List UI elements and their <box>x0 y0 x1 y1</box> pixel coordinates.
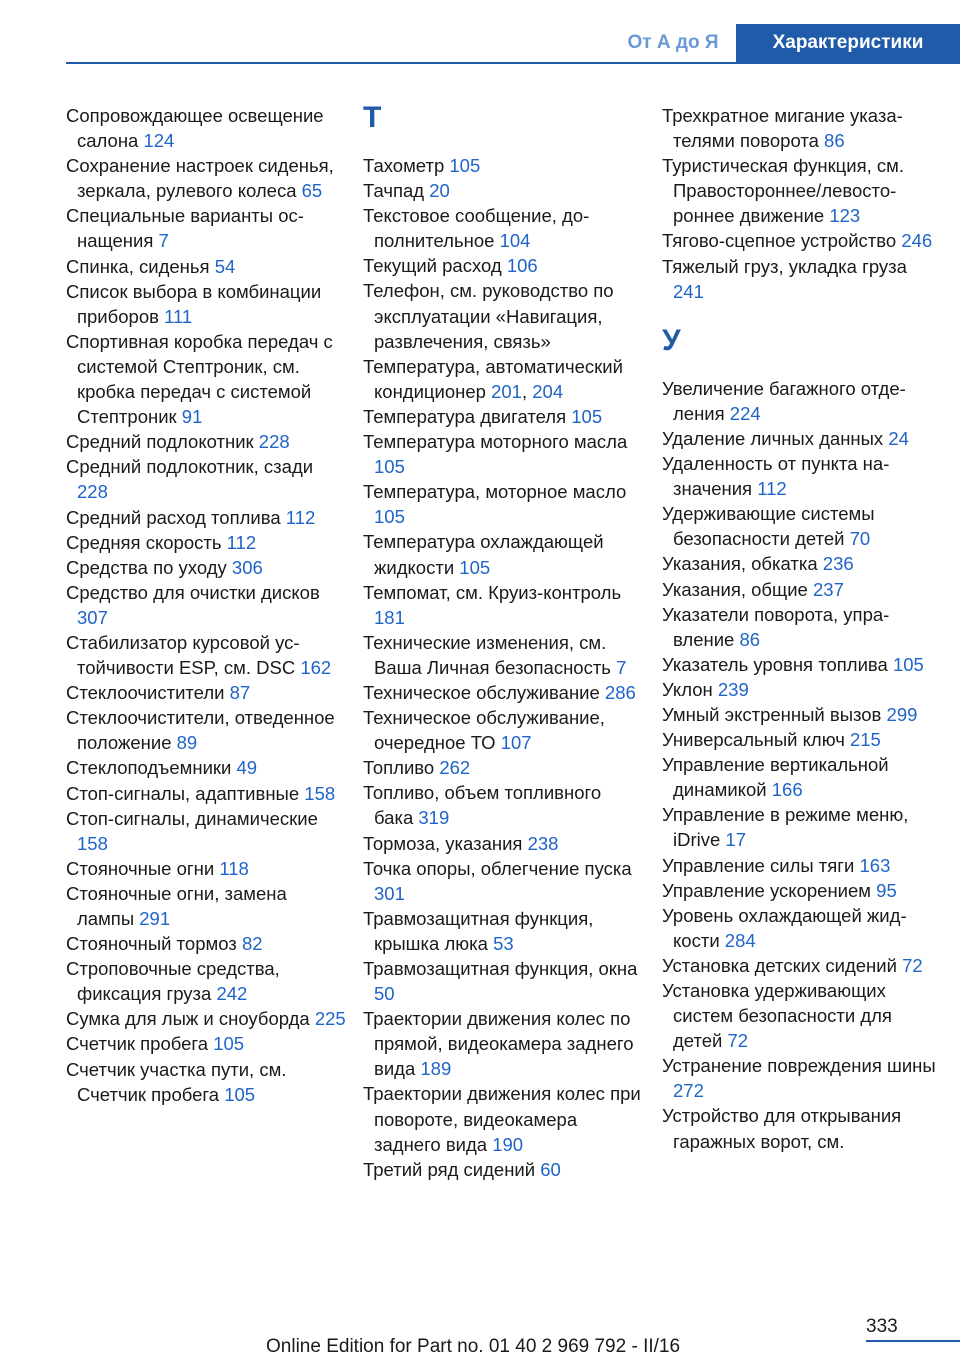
index-entry-text: Стоп-сигналы, динамические <box>66 807 318 829</box>
index-entry-text: Спинка, сиденья <box>66 255 210 277</box>
page-reference-link[interactable]: 86 <box>739 628 761 650</box>
index-entry <box>66 279 346 329</box>
index-entry-text: Средний подлокотник, сзади <box>66 456 314 478</box>
index-entry-text: Техническое обслуживание <box>363 681 600 703</box>
index-entry <box>66 806 346 856</box>
index-entry <box>363 253 645 278</box>
page-reference-link[interactable]: 91 <box>181 406 203 428</box>
index-entry <box>662 953 942 978</box>
index-entry-text: Средний расход топлива <box>66 506 281 528</box>
index-entry-text: Сумка для лыж и сноуборда <box>66 1008 310 1030</box>
page-reference-link[interactable]: 105 <box>374 456 405 478</box>
page-reference-link[interactable]: 70 <box>849 528 871 550</box>
index-entry <box>66 755 346 780</box>
index-entry <box>662 103 942 153</box>
index-entry-text: Топливо <box>363 757 435 779</box>
page-reference-link[interactable]: 158 <box>77 832 108 854</box>
index-entry-text: Телефон, см. руководство по эксплуатации «Навигация, развлечения, связь» <box>363 280 614 352</box>
index-entry <box>66 630 346 680</box>
index-entry <box>662 153 942 228</box>
index-entry <box>363 153 645 178</box>
index-entry <box>66 429 346 454</box>
index-entry-text: Уровень охлаждающей жидкости <box>662 904 907 951</box>
page-reference-link[interactable]: 49 <box>236 757 258 779</box>
index-entry: Температура, автоматический кондиционер 201, 204 <box>363 355 623 402</box>
index-entry-text: Технические изменения, см. Ваша Личная безопасность <box>363 631 611 678</box>
index-column-1 <box>66 103 346 1107</box>
index-entry-text: Температура, автоматический кондиционер <box>363 355 623 402</box>
page-reference-link[interactable]: 95 <box>876 879 897 901</box>
page-reference-link[interactable]: 286 <box>604 681 636 703</box>
index-column-3 <box>662 103 942 1154</box>
index-entry-text: Спортивная коробка передач с системой Стептроник, см. кробка передач с системой Стептроник <box>66 330 333 428</box>
index-entry-text: Тягово-сцепное устройство <box>662 230 897 252</box>
page-reference-link[interactable]: 190 <box>492 1133 524 1155</box>
index-entry <box>66 530 346 555</box>
index-entry <box>363 580 645 630</box>
index-entry <box>66 329 346 429</box>
page-reference-link[interactable]: 204 <box>532 380 564 402</box>
index-entry <box>363 680 645 705</box>
index-entry-text: Траектории движения колес при повороте, видеокамера заднего вида <box>363 1083 641 1155</box>
index-entry-text: Стояночные огни <box>66 857 215 879</box>
index-entry <box>662 878 942 903</box>
index-entry <box>363 1006 645 1081</box>
index-entry-text: Трехкратное мигание указателями поворота <box>662 105 903 152</box>
index-entry <box>662 577 942 602</box>
index-entry <box>66 203 346 253</box>
page-reference-link[interactable]: 105 <box>213 1033 245 1055</box>
page-reference-link[interactable]: 104 <box>499 230 531 252</box>
page-reference-link[interactable]: 65 <box>301 180 323 202</box>
index-entry <box>662 652 942 677</box>
index-entry <box>363 705 645 755</box>
index-entry <box>66 680 346 705</box>
index-entry <box>662 228 942 253</box>
index-entry-text: Стеклоподъемники <box>66 757 232 779</box>
index-entry <box>363 203 645 253</box>
index-entry <box>66 153 346 203</box>
index-entry-text: Текстовое сообщение, дополнительное <box>363 205 590 252</box>
page-reference-link[interactable]: 124 <box>143 130 175 152</box>
index-entry-text: Травмозащитная функция, окна <box>363 958 638 979</box>
index-entry <box>363 404 645 429</box>
page-reference-link[interactable]: 112 <box>757 478 787 500</box>
page-reference-link[interactable]: 105 <box>892 653 924 675</box>
page-reference-link[interactable]: 17 <box>725 829 746 851</box>
index-entry <box>363 1081 645 1156</box>
page-reference-link[interactable]: 224 <box>729 402 761 424</box>
index-entry-text: Строповочные средства, фиксация груза <box>66 958 280 1005</box>
index-entry <box>662 551 942 576</box>
index-entry-text: Специальные варианты оснащения <box>66 205 304 252</box>
edition-note: Online Edition for Part no. 01 40 2 969 792 - II/16 <box>266 1336 681 1357</box>
index-entry-text: Тачпад <box>363 180 425 202</box>
index-entry-text: Уклон <box>662 678 713 700</box>
index-entry <box>662 702 942 727</box>
index-entry <box>363 906 645 956</box>
page-reference-link[interactable]: 201 <box>491 380 522 402</box>
index-letter-heading: У <box>662 323 681 357</box>
index-entry <box>363 856 645 906</box>
page-reference-link[interactable]: 107 <box>500 732 532 754</box>
page-reference-link[interactable]: 24 <box>888 427 909 449</box>
page-reference-link[interactable]: 20 <box>429 180 450 202</box>
index-entry <box>66 1057 346 1107</box>
page-reference-link[interactable]: 166 <box>771 779 803 801</box>
page-reference-link[interactable]: 112 <box>285 506 316 528</box>
page-reference-link[interactable]: 89 <box>176 732 198 754</box>
page-reference-link[interactable]: 105 <box>374 506 405 528</box>
index-entry <box>662 802 942 852</box>
index-entry <box>363 529 645 579</box>
index-entry <box>662 727 942 752</box>
index-entry-text: Стояночный тормоз <box>66 933 237 955</box>
index-entry <box>66 254 346 279</box>
index-entry-text: Техническое обслуживание, очередное ТО <box>363 707 605 754</box>
index-entry <box>363 1157 645 1182</box>
index-entry-text: Установка удерживающих систем безопасности для детей <box>662 980 892 1052</box>
index-entry <box>66 580 346 630</box>
index-entry-text: Удаление личных данных <box>662 427 884 449</box>
page-reference-link[interactable]: 215 <box>849 729 881 751</box>
index-entry-text: Счетчик пробега <box>66 1033 209 1055</box>
page-reference-link[interactable]: 236 <box>822 553 854 575</box>
page-reference-link[interactable]: 262 <box>439 757 471 779</box>
page-reference-link[interactable]: 86 <box>824 130 845 152</box>
index-entry <box>662 376 942 426</box>
index-entry-text: Тормоза, указания <box>363 832 523 854</box>
index-entry-text: Темпомат, см. Круиз-контроль <box>363 581 622 603</box>
index-entry <box>662 1103 942 1153</box>
footer-divider <box>866 1340 960 1342</box>
index-column-2 <box>363 103 645 1182</box>
page-reference-link[interactable]: 291 <box>139 908 171 929</box>
index-entry-text: Устранение повреждения шины <box>662 1055 936 1077</box>
index-entry-text: Сохранение настроек сиденья, зеркала, рулевого колеса <box>66 155 334 202</box>
page-reference-link[interactable]: 301 <box>374 882 405 904</box>
index-entry <box>363 479 645 529</box>
page-reference-link[interactable]: 158 <box>304 782 336 804</box>
index-entry <box>66 856 346 881</box>
page-reference-link[interactable]: 72 <box>902 954 923 976</box>
index-entry <box>66 881 346 931</box>
index-entry-text: Удерживающие системы безопасности детей <box>662 503 875 550</box>
index-entry-text: Средство для очистки дисков <box>66 581 320 603</box>
index-entry-text: Увеличение багажного отделения <box>662 377 906 424</box>
index-entry-text: Указатели поворота, управление <box>662 603 890 650</box>
page-reference-link[interactable]: 7 <box>616 656 627 678</box>
index-entry-text: Удаленность от пункта назначения <box>662 453 890 500</box>
page-reference-link[interactable]: 246 <box>901 230 933 252</box>
index-entry <box>662 426 942 451</box>
index-entry-text: Траектории движения колес по прямой, видеокамера заднего вида <box>363 1008 634 1080</box>
page-reference-link[interactable]: 54 <box>214 255 236 277</box>
page-reference-link[interactable]: 106 <box>506 255 538 277</box>
page-reference-link[interactable]: 307 <box>77 606 108 628</box>
index-entry-text: Стоп-сигналы, адаптивные <box>66 782 300 804</box>
index-entry <box>66 505 346 530</box>
index-entry-text: Управление ускорением <box>662 879 872 901</box>
index-entry-text: Тяжелый груз, укладка груза <box>662 255 907 277</box>
index-entry-text: Управление в режиме меню, iDrive <box>662 804 909 851</box>
index-entry-text: Умный экстренный вызов <box>662 703 882 725</box>
page-reference-link[interactable]: 306 <box>231 556 263 578</box>
page-reference-link[interactable]: 237 <box>813 578 844 600</box>
index-entry-text: Средний подлокотник <box>66 431 254 453</box>
index-entry-text: Температура охлаждающей жидкости <box>363 531 604 578</box>
page-reference-link[interactable]: 189 <box>420 1058 452 1080</box>
index-entry <box>66 1006 346 1031</box>
index-entry-text: Управление силы тяги <box>662 854 855 876</box>
index-entry-text: Счетчик участка пути, см. Счетчик пробега <box>66 1058 287 1105</box>
index-entry <box>662 677 942 702</box>
index-entry-text: Средняя скорость <box>66 531 222 553</box>
index-entry <box>66 931 346 956</box>
index-entry-text: Средства по уходу <box>66 556 227 578</box>
index-entry-text: Третий ряд сидений <box>363 1158 536 1180</box>
index-entry-text: Список выбора в комбинации приборов <box>66 280 322 327</box>
page-reference-link[interactable]: 299 <box>886 703 918 725</box>
page-reference-link[interactable]: 60 <box>540 1158 561 1180</box>
index-entry <box>363 755 645 780</box>
index-entry <box>662 1053 942 1103</box>
index-entry <box>363 831 645 856</box>
index-entry-text: Указания, обкатка <box>662 553 818 575</box>
page-reference-link[interactable]: 239 <box>717 678 749 700</box>
page-reference-link[interactable]: 72 <box>727 1030 749 1052</box>
index-entry-text: Стабилизатор курсовой устойчивости ESP, см. DSC <box>66 631 300 679</box>
index-entry-text: Точка опоры, облегчение пуска <box>363 857 632 879</box>
index-entry <box>363 429 645 479</box>
index-entry-text: Стояночные огни, замена лампы <box>66 882 287 929</box>
page-reference-link[interactable]: 228 <box>77 481 108 503</box>
index-entry <box>662 602 942 652</box>
index-entry-text: Устройство для открывания гаражных ворот, см. <box>662 1105 902 1152</box>
page-reference-link[interactable]: 238 <box>527 832 559 854</box>
page-number: 333 <box>866 1316 898 1337</box>
index-entry <box>363 630 645 680</box>
page-reference-link[interactable]: 50 <box>374 983 395 1005</box>
index-entry-text: Температура двигателя <box>363 405 567 427</box>
index-entry <box>66 555 346 580</box>
index-entry-text: Текущий расход <box>363 255 502 277</box>
page-reference-link[interactable]: 163 <box>859 854 891 876</box>
page-reference-link[interactable]: 228 <box>258 431 290 453</box>
page-reference-link[interactable]: 319 <box>418 807 450 829</box>
page-reference-link[interactable]: 242 <box>216 983 248 1005</box>
index-entry <box>66 956 346 1006</box>
index-entry <box>66 454 346 504</box>
index-entry-text: Установка детских сидений <box>662 954 897 976</box>
index-entry <box>66 781 346 806</box>
page-reference-link[interactable]: 105 <box>224 1083 256 1105</box>
index-entry-text: Универсальный ключ <box>662 729 845 751</box>
index-entry-text: Стеклоочистители, отведенное положение <box>66 707 335 754</box>
index-entry-text: Травмозащитная функция, крышка люка <box>363 907 594 954</box>
page-reference-link[interactable]: 105 <box>449 155 481 176</box>
section-tab-characteristics[interactable]: Характеристики <box>736 24 960 62</box>
index-entry <box>363 278 645 353</box>
index-entry-text: Указания, общие <box>662 578 808 600</box>
page-reference-link[interactable]: 284 <box>724 929 756 951</box>
index-entry <box>363 956 645 1006</box>
page-reference-link[interactable]: 241 <box>673 280 704 302</box>
page-reference-link[interactable]: 82 <box>241 933 263 955</box>
index-entry-text: Туристическая функция, см. Правостороннее/левостороннее движение <box>662 155 905 227</box>
page-reference-link[interactable]: 181 <box>374 606 405 628</box>
index-entry <box>363 780 645 830</box>
index-entry <box>66 1031 346 1056</box>
page-reference-link[interactable]: 105 <box>571 405 603 427</box>
page-reference-link[interactable]: 53 <box>493 932 514 954</box>
page-reference-link[interactable]: 87 <box>229 682 251 704</box>
page-reference-link[interactable]: 272 <box>673 1080 704 1102</box>
index-entry <box>662 853 942 878</box>
page-reference-link[interactable]: 225 <box>314 1008 346 1030</box>
index-entry <box>662 903 942 953</box>
index-entry-text: Указатель уровня топлива <box>662 653 888 675</box>
section-tab-a-z[interactable]: От А до Я <box>610 24 736 62</box>
index-letter-heading: Т <box>363 101 382 134</box>
index-entry-text: Стеклоочистители <box>66 682 225 704</box>
index-entry-text: Топливо, объем топливного бака <box>363 782 602 829</box>
page-reference-link[interactable]: 123 <box>829 205 861 227</box>
index-entry <box>363 178 645 203</box>
page-reference-link[interactable]: 7 <box>158 230 169 252</box>
index-entry-text: Температура моторного масла <box>363 431 628 453</box>
page-reference-link[interactable]: 118 <box>219 857 249 879</box>
index-entry <box>662 254 942 304</box>
index-entry-text: Тахометр <box>363 155 445 176</box>
index-entry <box>66 705 346 755</box>
index-entry <box>662 752 942 802</box>
page-reference-link[interactable]: 105 <box>459 556 491 578</box>
index-entry <box>662 451 942 501</box>
index-entry <box>66 103 346 153</box>
page-reference-link[interactable]: 112 <box>226 531 257 553</box>
index-entry <box>662 501 942 551</box>
index-entry-text: Управление вертикальной динамикой <box>662 754 889 801</box>
page-reference-link[interactable]: 162 <box>300 657 332 679</box>
index-entry-text: Сопровождающее освещение салона <box>66 105 324 152</box>
index-entry-text: Температура, моторное масло <box>363 481 627 503</box>
page-reference-link[interactable]: 111 <box>164 305 193 327</box>
index-entry <box>662 978 942 1053</box>
